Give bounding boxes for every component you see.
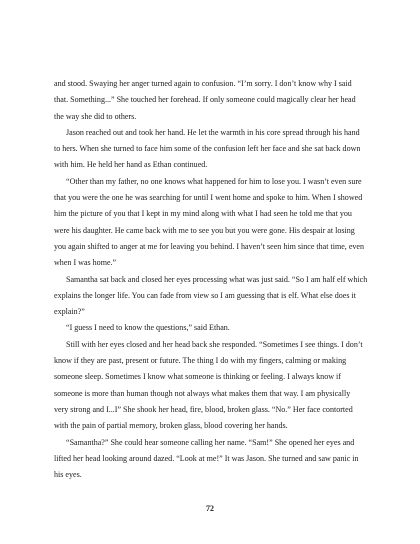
text-line: him the picture of you that I kept in my mind along with what I had seen he told me that you [54, 209, 352, 219]
text-line: to hers. When she turned to face him some of the confusion left her face and she sat back down [54, 144, 361, 154]
text-line: “Samantha?” She could hear someone calling her name. “Sam!” She opened her eyes and [66, 437, 355, 447]
text-line: and stood. Swaying her anger turned again to confusion. “I’m sorry. I don’t know why I said [54, 79, 352, 88]
text-line: explains the longer life. You can fade from view so I am guessing that is elf. What else does it [54, 290, 356, 300]
text-line: were his daughter. He came back with me to see you but you were gone. His despair at losing [54, 225, 355, 235]
text-line: his eyes. [54, 470, 82, 480]
text-line: Samantha sat back and closed her eyes processing what was just said. “So I am half elf which [66, 274, 368, 284]
text-line: Jason reached out and took her hand. He let the warmth in his core spread through his hand [66, 127, 360, 137]
text-line: someone is more than human though not always what makes them that way. I am physically [54, 388, 351, 398]
text-line: explain?” [54, 307, 85, 317]
text-line: that you were the one he was searching for until I went home and spoke to him. When I showed [54, 193, 363, 203]
body-text [54, 76, 370, 483]
text-line: lifted her head looking around dazed. “Look at me!” It was Jason. She turned and saw panic in [54, 453, 359, 463]
text-line: “Other than my father, no one knows what happened for him to lose you. I wasn’t even sure [66, 176, 362, 186]
text-line: when I was home.” [54, 258, 117, 268]
text-line: Still with her eyes closed and her head back she responded. “Sometimes I see things. I don’t [66, 339, 363, 349]
text-line: “I guess I need to know the questions,” said Ethan. [66, 323, 230, 333]
text-line: the way she did to others. [54, 111, 137, 121]
text-line: you again shifted to anger at me for leaving you behind. I haven’t seen him since that time, even [54, 241, 365, 251]
text-line: with the pain of partial memory, broken glass, blood covering her hands. [54, 421, 288, 431]
text-line: know if they are past, present or future. The thing I do with my fingers, calming or making [54, 356, 347, 366]
page-number: 72 [206, 504, 214, 513]
text-line: someone sleep. Sometimes I know what someone is thinking or feeling. I always know if [54, 372, 341, 382]
text-line: very strong and I...I” She shook her head, fire, blood, broken glass. “No.” Her face contorted [54, 404, 353, 414]
text-line: that. Something...” She touched her forehead. If only someone could magically clear her head [54, 95, 356, 105]
text-line: with him. He held her hand as Ethan continued. [54, 160, 208, 170]
